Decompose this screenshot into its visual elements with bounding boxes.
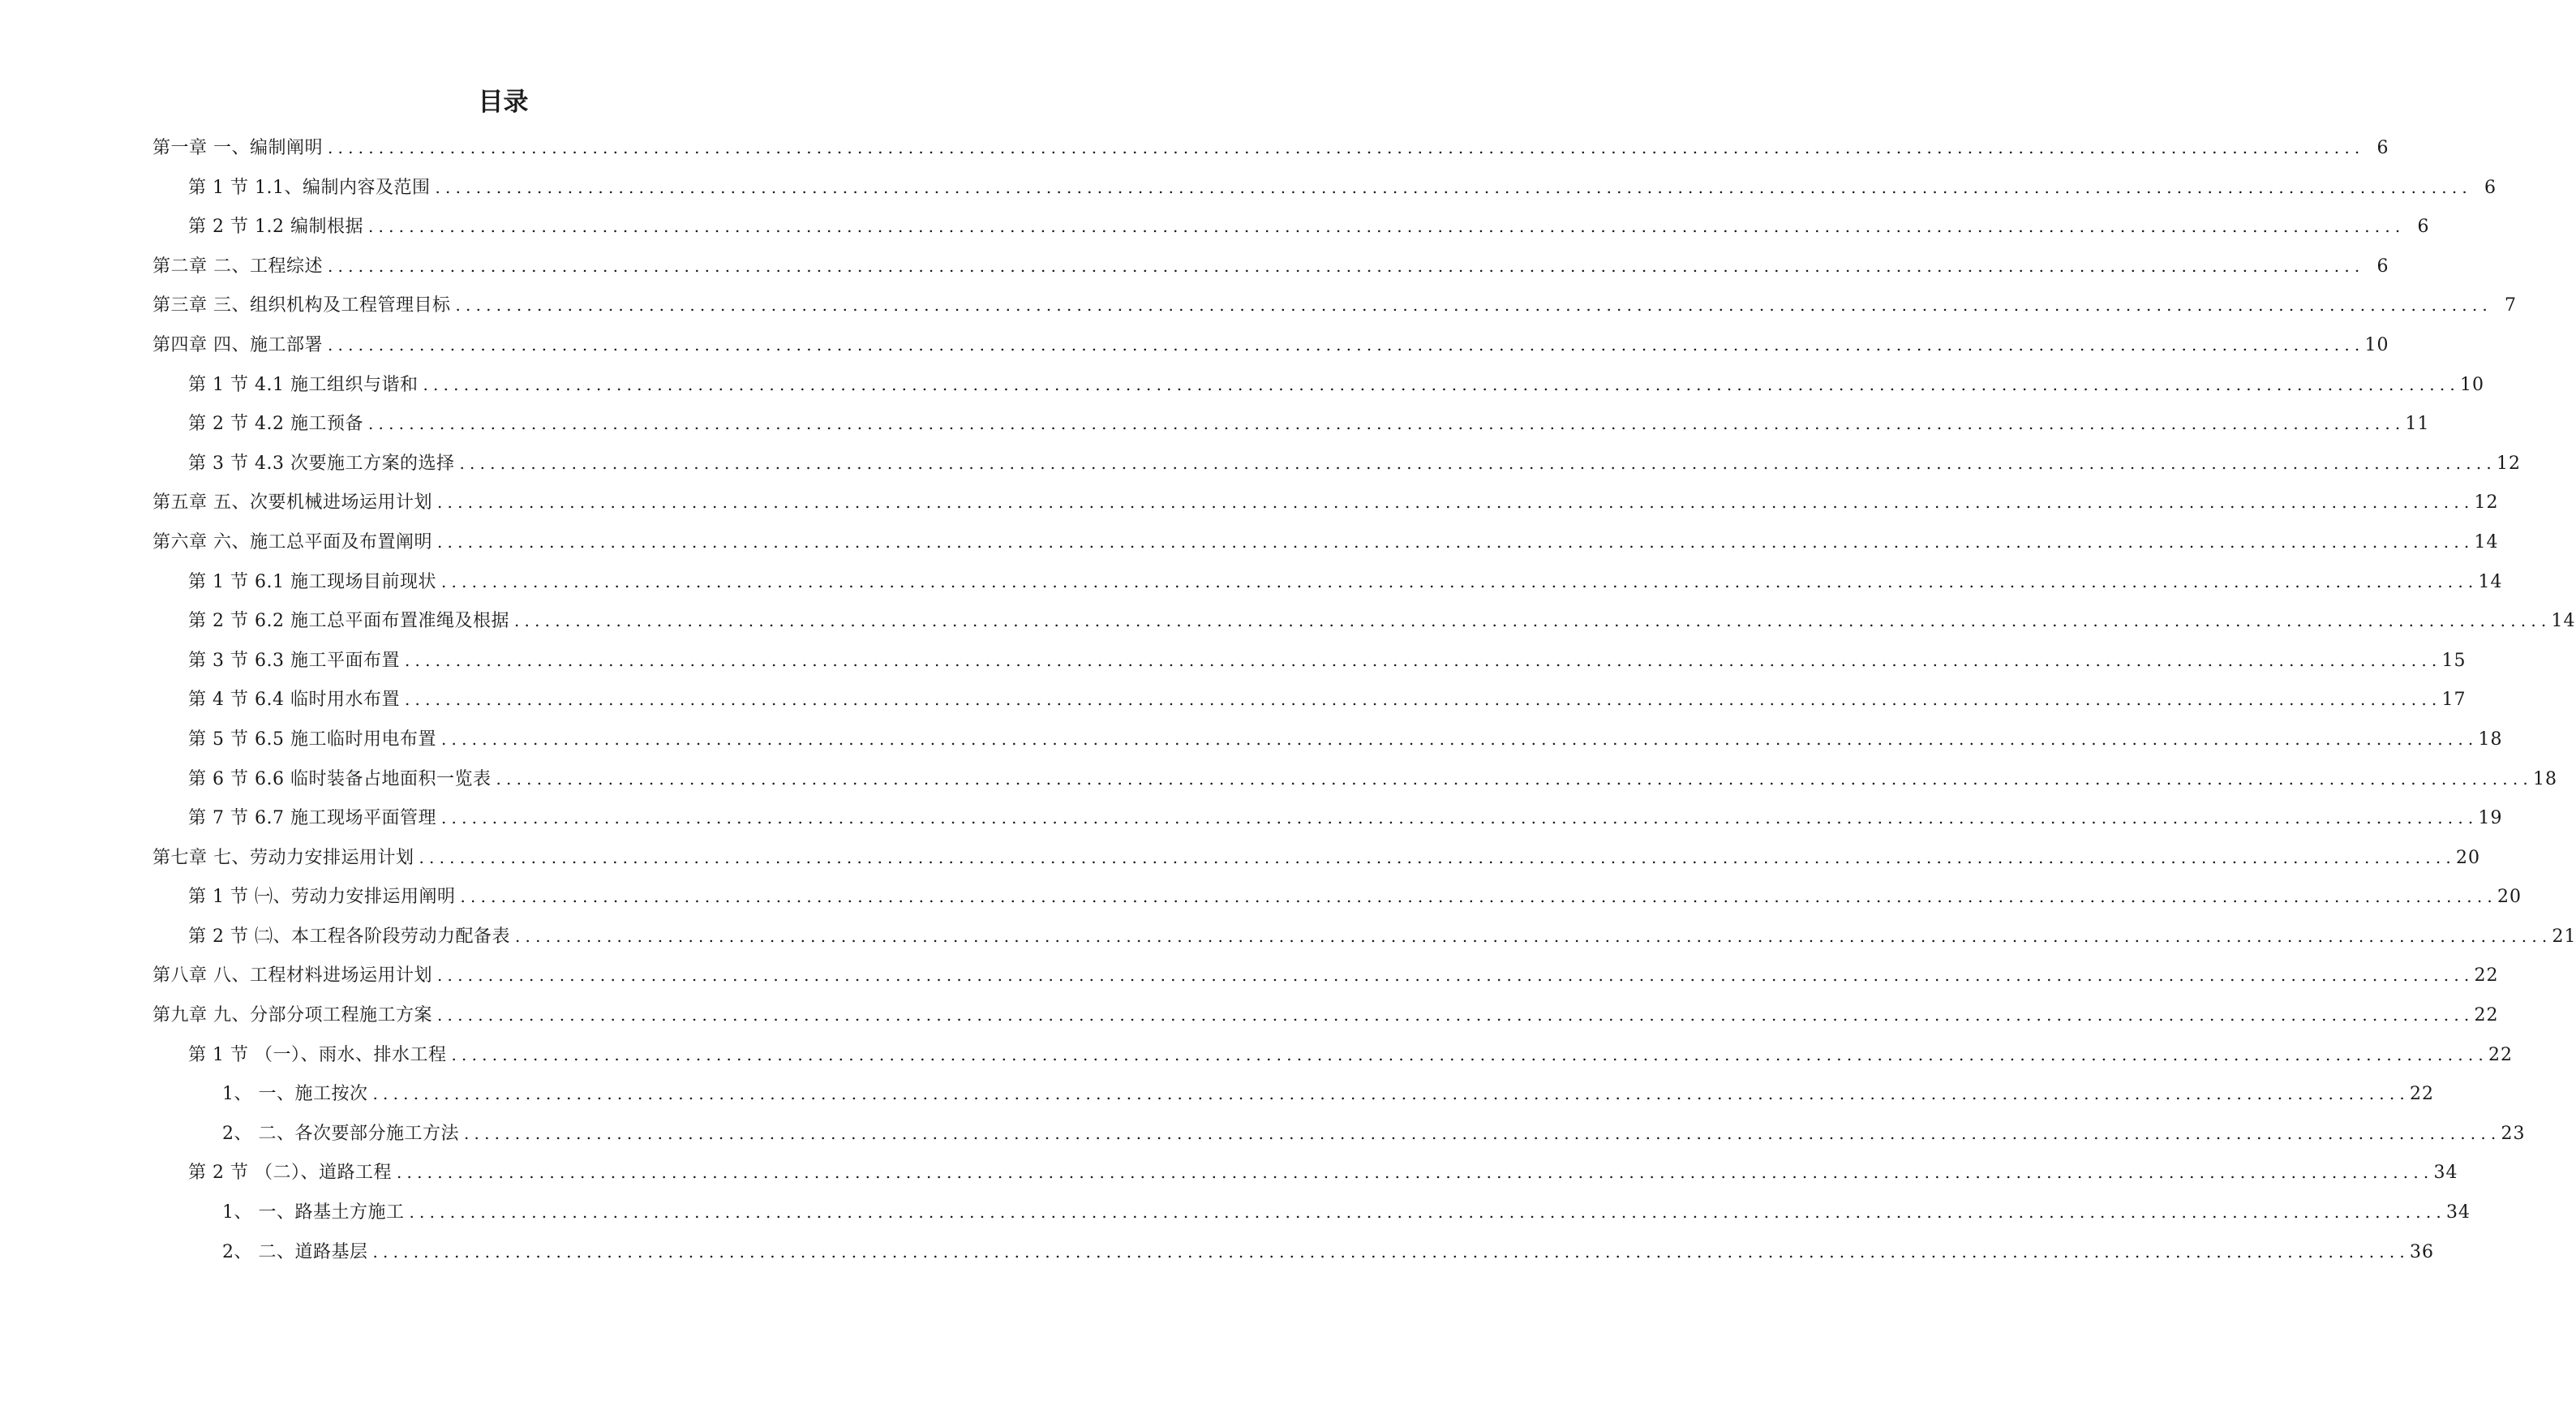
toc-dot-leader: ........................................................................................................................................................................................................ <box>328 138 2365 157</box>
toc-dot-leader: ........................................................................................................................................................................................................ <box>328 256 2365 276</box>
toc-entry-label: 第 1 节 （一）、雨水、排水工程 <box>188 1044 447 1065</box>
toc-entry-label: 第 3 节 4.3 次要施工方案的选择 <box>188 453 455 474</box>
toc-entry-label: 第 5 节 6.5 施工临时用电布置 <box>188 729 436 750</box>
toc-entry-page-number: 17 <box>2441 690 2467 711</box>
toc-entry-label: 1、 一、施工按次 <box>222 1084 368 1105</box>
toc-entry[interactable] <box>0 765 2557 805</box>
toc-entry-page-number: 7 <box>2504 295 2517 316</box>
toc-entry[interactable] <box>0 725 2503 765</box>
toc-entry-label: 第 2 节 （二）、道路工程 <box>188 1163 392 1184</box>
toc-entry-label: 第 1 节 1.1、编制内容及范围 <box>188 177 431 198</box>
toc-dot-leader: ........................................................................................................................................................................................................ <box>496 768 2533 789</box>
toc-dot-leader: ........................................................................................................................................................................................................ <box>437 492 2475 513</box>
toc-entry-label: 2、 二、道路基层 <box>222 1241 368 1262</box>
toc-entry-label: 第 1 节 6.1 施工现场目前现状 <box>188 571 436 592</box>
toc-entry[interactable] <box>0 607 2576 647</box>
toc-entry-page-number: 22 <box>2474 1005 2499 1026</box>
toc-entry[interactable] <box>0 686 2467 725</box>
toc-entry-page-number: 18 <box>2478 729 2503 750</box>
toc-dot-leader: ........................................................................................................................................................................................................ <box>455 295 2492 316</box>
toc-entry[interactable] <box>0 1120 2526 1159</box>
toc-dot-leader: ........................................................................................................................................................................................................ <box>328 334 2365 355</box>
toc-dot-leader: ........................................................................................................................................................................................................ <box>404 690 2442 710</box>
toc-entry-page-number: 22 <box>2474 965 2499 987</box>
toc-dot-leader: ........................................................................................................................................................................................................ <box>513 611 2552 631</box>
toc-dot-leader: ........................................................................................................................................................................................................ <box>367 217 2406 237</box>
toc-entry[interactable] <box>0 647 2467 686</box>
toc-entry-page-number: 6 <box>2417 217 2430 238</box>
toc-dot-leader: ........................................................................................................................................................................................................ <box>437 965 2475 986</box>
toc-entry-label: 第 7 节 6.7 施工现场平面管理 <box>188 808 436 829</box>
toc-entry-label: 第九章 九、分部分项工程施工方案 <box>152 1005 432 1026</box>
toc-entry[interactable] <box>0 174 2497 213</box>
toc-entry[interactable] <box>0 1080 2434 1120</box>
page-title: 目录 <box>478 88 529 117</box>
toc-entry-page-number: 36 <box>2409 1241 2434 1262</box>
toc-entry-page-number: 22 <box>2409 1084 2434 1105</box>
toc-entry-page-number: 18 <box>2532 768 2557 789</box>
toc-dot-leader: ........................................................................................................................................................................................................ <box>514 926 2552 946</box>
toc-entry-label: 第 2 节 6.2 施工总平面布置准绳及根据 <box>188 611 509 632</box>
toc-entry[interactable] <box>0 922 2576 962</box>
toc-dot-leader: ........................................................................................................................................................................................................ <box>372 1084 2410 1104</box>
toc-entry-label: 第六章 六、施工总平面及布置阐明 <box>152 531 432 552</box>
toc-entry[interactable] <box>0 883 2522 922</box>
toc-dot-leader: ........................................................................................................................................................................................................ <box>464 1123 2501 1143</box>
toc-entry[interactable] <box>0 528 2499 568</box>
toc-entry-page-number: 6 <box>2376 138 2389 158</box>
toc-dot-leader: ........................................................................................................................................................................................................ <box>459 453 2497 473</box>
toc-entry[interactable] <box>0 844 2480 883</box>
toc-entry-page-number: 12 <box>2474 492 2499 514</box>
toc-dot-leader: ........................................................................................................................................................................................................ <box>440 571 2479 591</box>
toc-entry[interactable] <box>0 1198 2471 1238</box>
toc-entry[interactable] <box>0 1238 2434 1278</box>
toc-entry-label: 第 2 节 1.2 编制根据 <box>188 217 363 238</box>
toc-dot-leader: ........................................................................................................................................................................................................ <box>396 1163 2434 1183</box>
toc-entry-page-number: 12 <box>2496 453 2521 474</box>
toc-entry-page-number: 10 <box>2364 334 2389 355</box>
toc-dot-leader: ........................................................................................................................................................................................................ <box>437 531 2475 552</box>
toc-entry-label: 第 6 节 6.6 临时装备占地面积一览表 <box>188 768 492 789</box>
toc-dot-leader: ........................................................................................................................................................................................................ <box>440 729 2479 749</box>
toc-entry-page-number: 20 <box>2455 847 2480 868</box>
table-of-contents <box>0 134 2576 1277</box>
toc-entry[interactable] <box>0 134 2389 174</box>
toc-dot-leader: ........................................................................................................................................................................................................ <box>419 847 2456 867</box>
toc-dot-leader: ........................................................................................................................................................................................................ <box>423 374 2460 394</box>
toc-entry-page-number: 20 <box>2497 887 2522 908</box>
toc-entry-label: 第三章 三、组织机构及工程管理目标 <box>152 295 451 316</box>
toc-entry-label: 第 3 节 6.3 施工平面布置 <box>188 650 400 671</box>
toc-entry[interactable] <box>0 1041 2513 1081</box>
toc-entry[interactable] <box>0 568 2503 608</box>
toc-entry-label: 第 1 节 ㈠、劳动力安排运用阐明 <box>188 887 456 908</box>
toc-entry[interactable] <box>0 804 2503 844</box>
toc-entry-label: 第 1 节 4.1 施工组织与谐和 <box>188 374 419 395</box>
toc-dot-leader: ........................................................................................................................................................................................................ <box>440 808 2479 828</box>
toc-entry-page-number: 14 <box>2478 571 2503 592</box>
toc-dot-leader: ........................................................................................................................................................................................................ <box>367 414 2406 434</box>
toc-entry[interactable] <box>0 1001 2499 1041</box>
toc-entry-page-number: 14 <box>2551 611 2576 632</box>
toc-entry-label: 2、 二、各次要部分施工方法 <box>222 1123 459 1144</box>
toc-dot-leader: ........................................................................................................................................................................................................ <box>372 1241 2410 1262</box>
toc-entry-label: 第一章 一、编制阐明 <box>152 138 323 158</box>
toc-entry[interactable] <box>0 449 2521 489</box>
toc-entry-page-number: 6 <box>2376 256 2389 277</box>
toc-dot-leader: ........................................................................................................................................................................................................ <box>404 650 2442 670</box>
toc-entry-label: 第 2 节 4.2 施工预备 <box>188 414 363 435</box>
toc-dot-leader: ........................................................................................................................................................................................................ <box>460 887 2497 907</box>
toc-entry[interactable] <box>0 1159 2458 1198</box>
toc-entry-page-number: 21 <box>2552 926 2576 947</box>
toc-entry[interactable] <box>0 488 2499 528</box>
toc-entry-label: 第二章 二、工程综述 <box>152 256 323 277</box>
toc-entry-page-number: 22 <box>2488 1044 2513 1065</box>
toc-entry[interactable] <box>0 213 2430 252</box>
toc-entry[interactable] <box>0 410 2430 449</box>
toc-dot-leader: ........................................................................................................................................................................................................ <box>437 1005 2475 1025</box>
toc-entry[interactable] <box>0 291 2517 331</box>
toc-entry-label: 第八章 八、工程材料进场运用计划 <box>152 965 432 987</box>
toc-entry-page-number: 10 <box>2459 374 2484 395</box>
toc-dot-leader: ........................................................................................................................................................................................................ <box>409 1202 2446 1223</box>
toc-entry-label: 第四章 四、施工部署 <box>152 334 323 355</box>
toc-entry-label: 1、 一、路基土方施工 <box>222 1202 405 1223</box>
toc-entry[interactable] <box>0 371 2484 411</box>
toc-entry-page-number: 6 <box>2484 177 2497 198</box>
toc-entry-page-number: 34 <box>2445 1202 2471 1223</box>
toc-entry[interactable] <box>0 331 2389 371</box>
toc-entry-page-number: 19 <box>2478 808 2503 829</box>
toc-entry-label: 第 4 节 6.4 临时用水布置 <box>188 690 400 711</box>
toc-entry-page-number: 11 <box>2405 414 2430 435</box>
toc-entry-label: 第 2 节 ㈡、本工程各阶段劳动力配备表 <box>188 926 510 947</box>
toc-entry-label: 第五章 五、次要机械进场运用计划 <box>152 492 432 514</box>
toc-entry-page-number: 14 <box>2474 531 2499 552</box>
toc-entry[interactable] <box>0 252 2389 292</box>
toc-entry-page-number: 15 <box>2441 650 2467 671</box>
toc-entry-page-number: 34 <box>2433 1163 2458 1184</box>
toc-entry[interactable] <box>0 961 2499 1001</box>
toc-entry-page-number: 23 <box>2501 1123 2526 1144</box>
toc-dot-leader: ........................................................................................................................................................................................................ <box>451 1044 2488 1064</box>
toc-dot-leader: ........................................................................................................................................................................................................ <box>435 177 2472 197</box>
toc-entry-label: 第七章 七、劳动力安排运用计划 <box>152 847 414 868</box>
